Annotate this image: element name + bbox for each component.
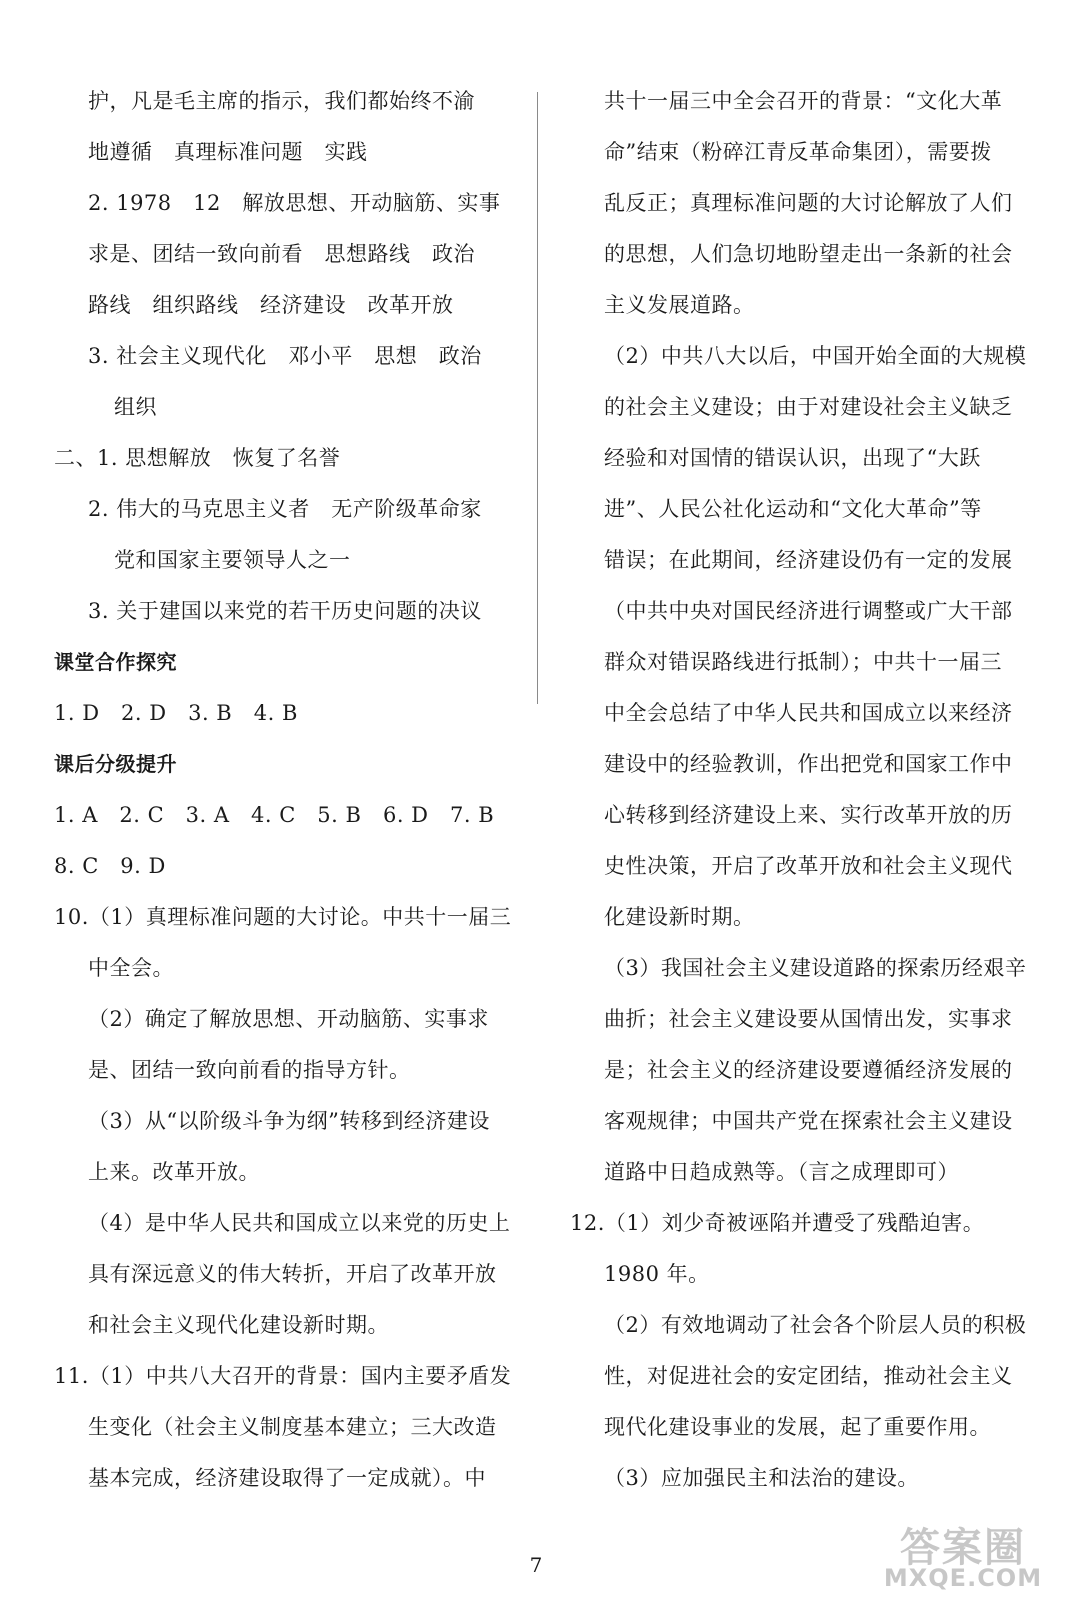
text-line: 护，凡是毛主席的指示，我们都始终不渝: [88, 89, 475, 113]
text-line: 性，对促进社会的安定团结，推动社会主义: [604, 1364, 1013, 1388]
text-line: 12.（1）刘少奇被诬陷并遭受了残酷迫害。: [570, 1211, 985, 1235]
text-line: 1980 年。: [604, 1262, 710, 1286]
text-line: 群众对错误路线进行抵制）；中共十一届三: [604, 650, 1002, 674]
text-line: 3. 社会主义现代化 邓小平 思想 政治: [88, 344, 482, 368]
right-column: [570, 76, 1027, 1504]
text-line: 是、团结一致向前看的指导方针。: [88, 1058, 411, 1082]
watermark-url: MXQE.COM: [883, 1564, 1043, 1592]
text-line: 心转移到经济建设上来、实行改革开放的历: [604, 803, 1013, 827]
text-line: （3）我国社会主义建设道路的探索历经艰辛: [604, 956, 1027, 980]
text-line: 进”、人民公社化运动和“文化大革命”等: [604, 497, 982, 521]
text-line: 10.（1）真理标准问题的大讨论。中共十一届三: [54, 905, 512, 929]
text-line: 二、1. 思想解放 恢复了名誉: [54, 446, 341, 470]
text-line: 1. D 2. D 3. B 4. B: [54, 701, 298, 725]
watermark-text: 答案圈: [900, 1525, 1026, 1571]
text-line: 8. C 9. D: [54, 854, 166, 878]
text-line: 11.（1）中共八大召开的背景：国内主要矛盾发: [54, 1364, 512, 1388]
page-number: 7: [529, 1553, 543, 1577]
text-line: 客观规律；中国共产党在探索社会主义建设: [604, 1109, 1013, 1133]
text-line: 化建设新时期。: [604, 905, 755, 929]
text-line: 2. 伟大的马克思主义者 无产阶级革命家: [88, 497, 482, 521]
text-line: （3）从“以阶级斗争为纲”转移到经济建设: [88, 1109, 490, 1133]
text-line: 经验和对国情的错误认识，出现了“大跃: [604, 446, 981, 470]
text-line: 共十一届三中全会召开的背景：“文化大革: [604, 89, 1003, 113]
text-line: 错误；在此期间，经济建设仍有一定的发展: [604, 548, 1013, 572]
text-line: （4）是中华人民共和国成立以来党的历史上: [88, 1211, 511, 1235]
text-line: 和社会主义现代化建设新时期。: [88, 1313, 389, 1337]
text-line: 中全会。: [88, 956, 174, 980]
text-line: （2）确定了解放思想、开动脑筋、实事求: [88, 1007, 489, 1031]
text-line: 地遵循 真理标准问题 实践: [88, 140, 368, 164]
text-line: 建设中的经验教训，作出把党和国家工作中: [604, 752, 1013, 776]
text-line: 1. A 2. C 3. A 4. C 5. B 6. D 7. B: [54, 803, 495, 827]
section-heading: 课堂合作探究: [54, 650, 177, 674]
text-line: 中全会总结了中华人民共和国成立以来经济: [604, 701, 1013, 725]
text-line: 曲折；社会主义建设要从国情出发，实事求: [604, 1007, 1013, 1031]
text-line: （2）有效地调动了社会各个阶层人员的积极: [604, 1313, 1027, 1337]
section-heading: 课后分级提升: [54, 752, 177, 776]
text-line: 命”结束（粉碎江青反革命集团），需要拨: [604, 140, 992, 164]
text-line: 生变化（社会主义制度基本建立；三大改造: [88, 1415, 497, 1439]
text-line: 是；社会主义的经济建设要遵循经济发展的: [604, 1058, 1013, 1082]
text-line: 路线 组织路线 经济建设 改革开放: [88, 293, 454, 317]
text-line: 乱反正；真理标准问题的大讨论解放了人们: [604, 191, 1013, 215]
left-column: [54, 76, 512, 1504]
text-line: 具有深远意义的伟大转折，开启了改革开放: [88, 1262, 497, 1286]
text-line: （中共中央对国民经济进行调整或广大干部: [604, 599, 1013, 623]
watermark-logo: [868, 1514, 1058, 1592]
text-line: 史性决策，开启了改革开放和社会主义现代: [604, 854, 1013, 878]
text-line: 上来。改革开放。: [88, 1160, 260, 1184]
text-line: 的思想，人们急切地盼望走出一条新的社会: [604, 242, 1013, 266]
text-line: 3. 关于建国以来党的若干历史问题的决议: [88, 599, 482, 623]
text-line: 组织: [114, 395, 157, 419]
column-divider: [537, 92, 538, 704]
text-line: 主义发展道路。: [604, 293, 755, 317]
text-line: 的社会主义建设；由于对建设社会主义缺乏: [604, 395, 1013, 419]
text-line: 现代化建设事业的发展，起了重要作用。: [604, 1415, 991, 1439]
text-line: 2. 1978 12 解放思想、开动脑筋、实事: [88, 191, 501, 215]
text-line: 党和国家主要领导人之一: [114, 548, 351, 572]
text-line: （3）应加强民主和法治的建设。: [604, 1466, 919, 1490]
text-line: 道路中日趋成熟等。（言之成理即可）: [604, 1160, 959, 1184]
text-line: （2）中共八大以后，中国开始全面的大规模: [604, 344, 1027, 368]
text-line: 基本完成，经济建设取得了一定成就）。中: [88, 1466, 486, 1490]
text-line: 求是、团结一致向前看 思想路线 政治: [88, 242, 475, 266]
